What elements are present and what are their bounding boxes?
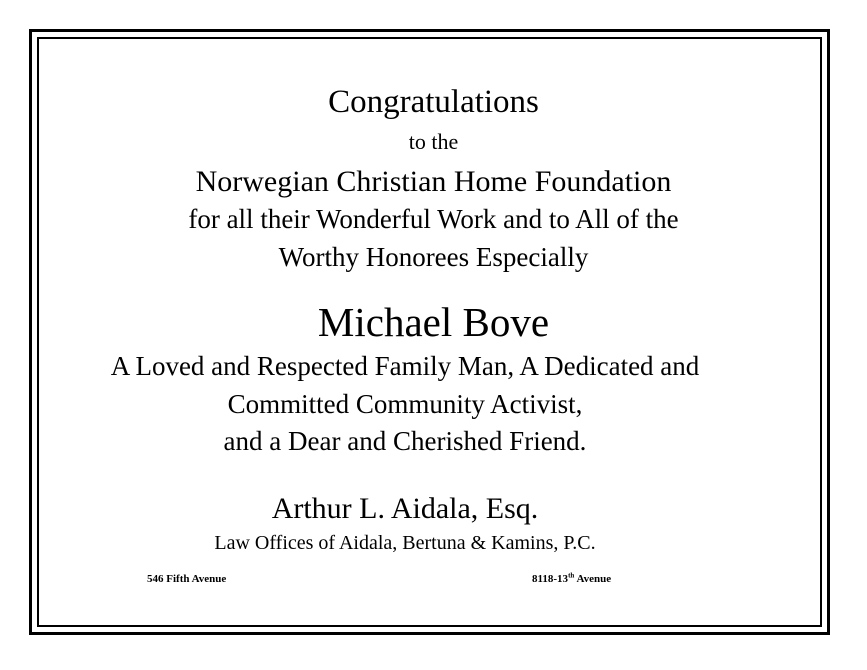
to-the-text: to the [408,129,459,154]
heading: Congratulations [328,84,539,120]
tribute-line-2: Worthy Honorees Especially [278,242,589,272]
organization-name: Norwegian Christian Home Foundation [195,165,672,198]
description-line-2: Committed Community Activist, [227,389,583,419]
address-right-suffix: th [568,571,575,580]
address-right-street: Avenue [576,573,612,585]
description-line-3: and a Dear and Cherished Friend. [223,426,587,456]
tribute-line-1: for all their Wonderful Work and to All of the [188,204,679,234]
signer-name: Arthur L. Aidala, Esq. [271,492,539,525]
description-line-1: A Loved and Respected Family Man, A Dedicated and [110,351,700,381]
honoree-name: Michael Bove [317,299,550,345]
address-right [532,571,612,585]
address-right-number: 8118-13 [532,573,569,585]
law-firm-name: Law Offices of Aidala, Bertuna & Kamins, P.C. [214,532,596,554]
address-left: 546 Fifth Avenue [147,573,227,585]
